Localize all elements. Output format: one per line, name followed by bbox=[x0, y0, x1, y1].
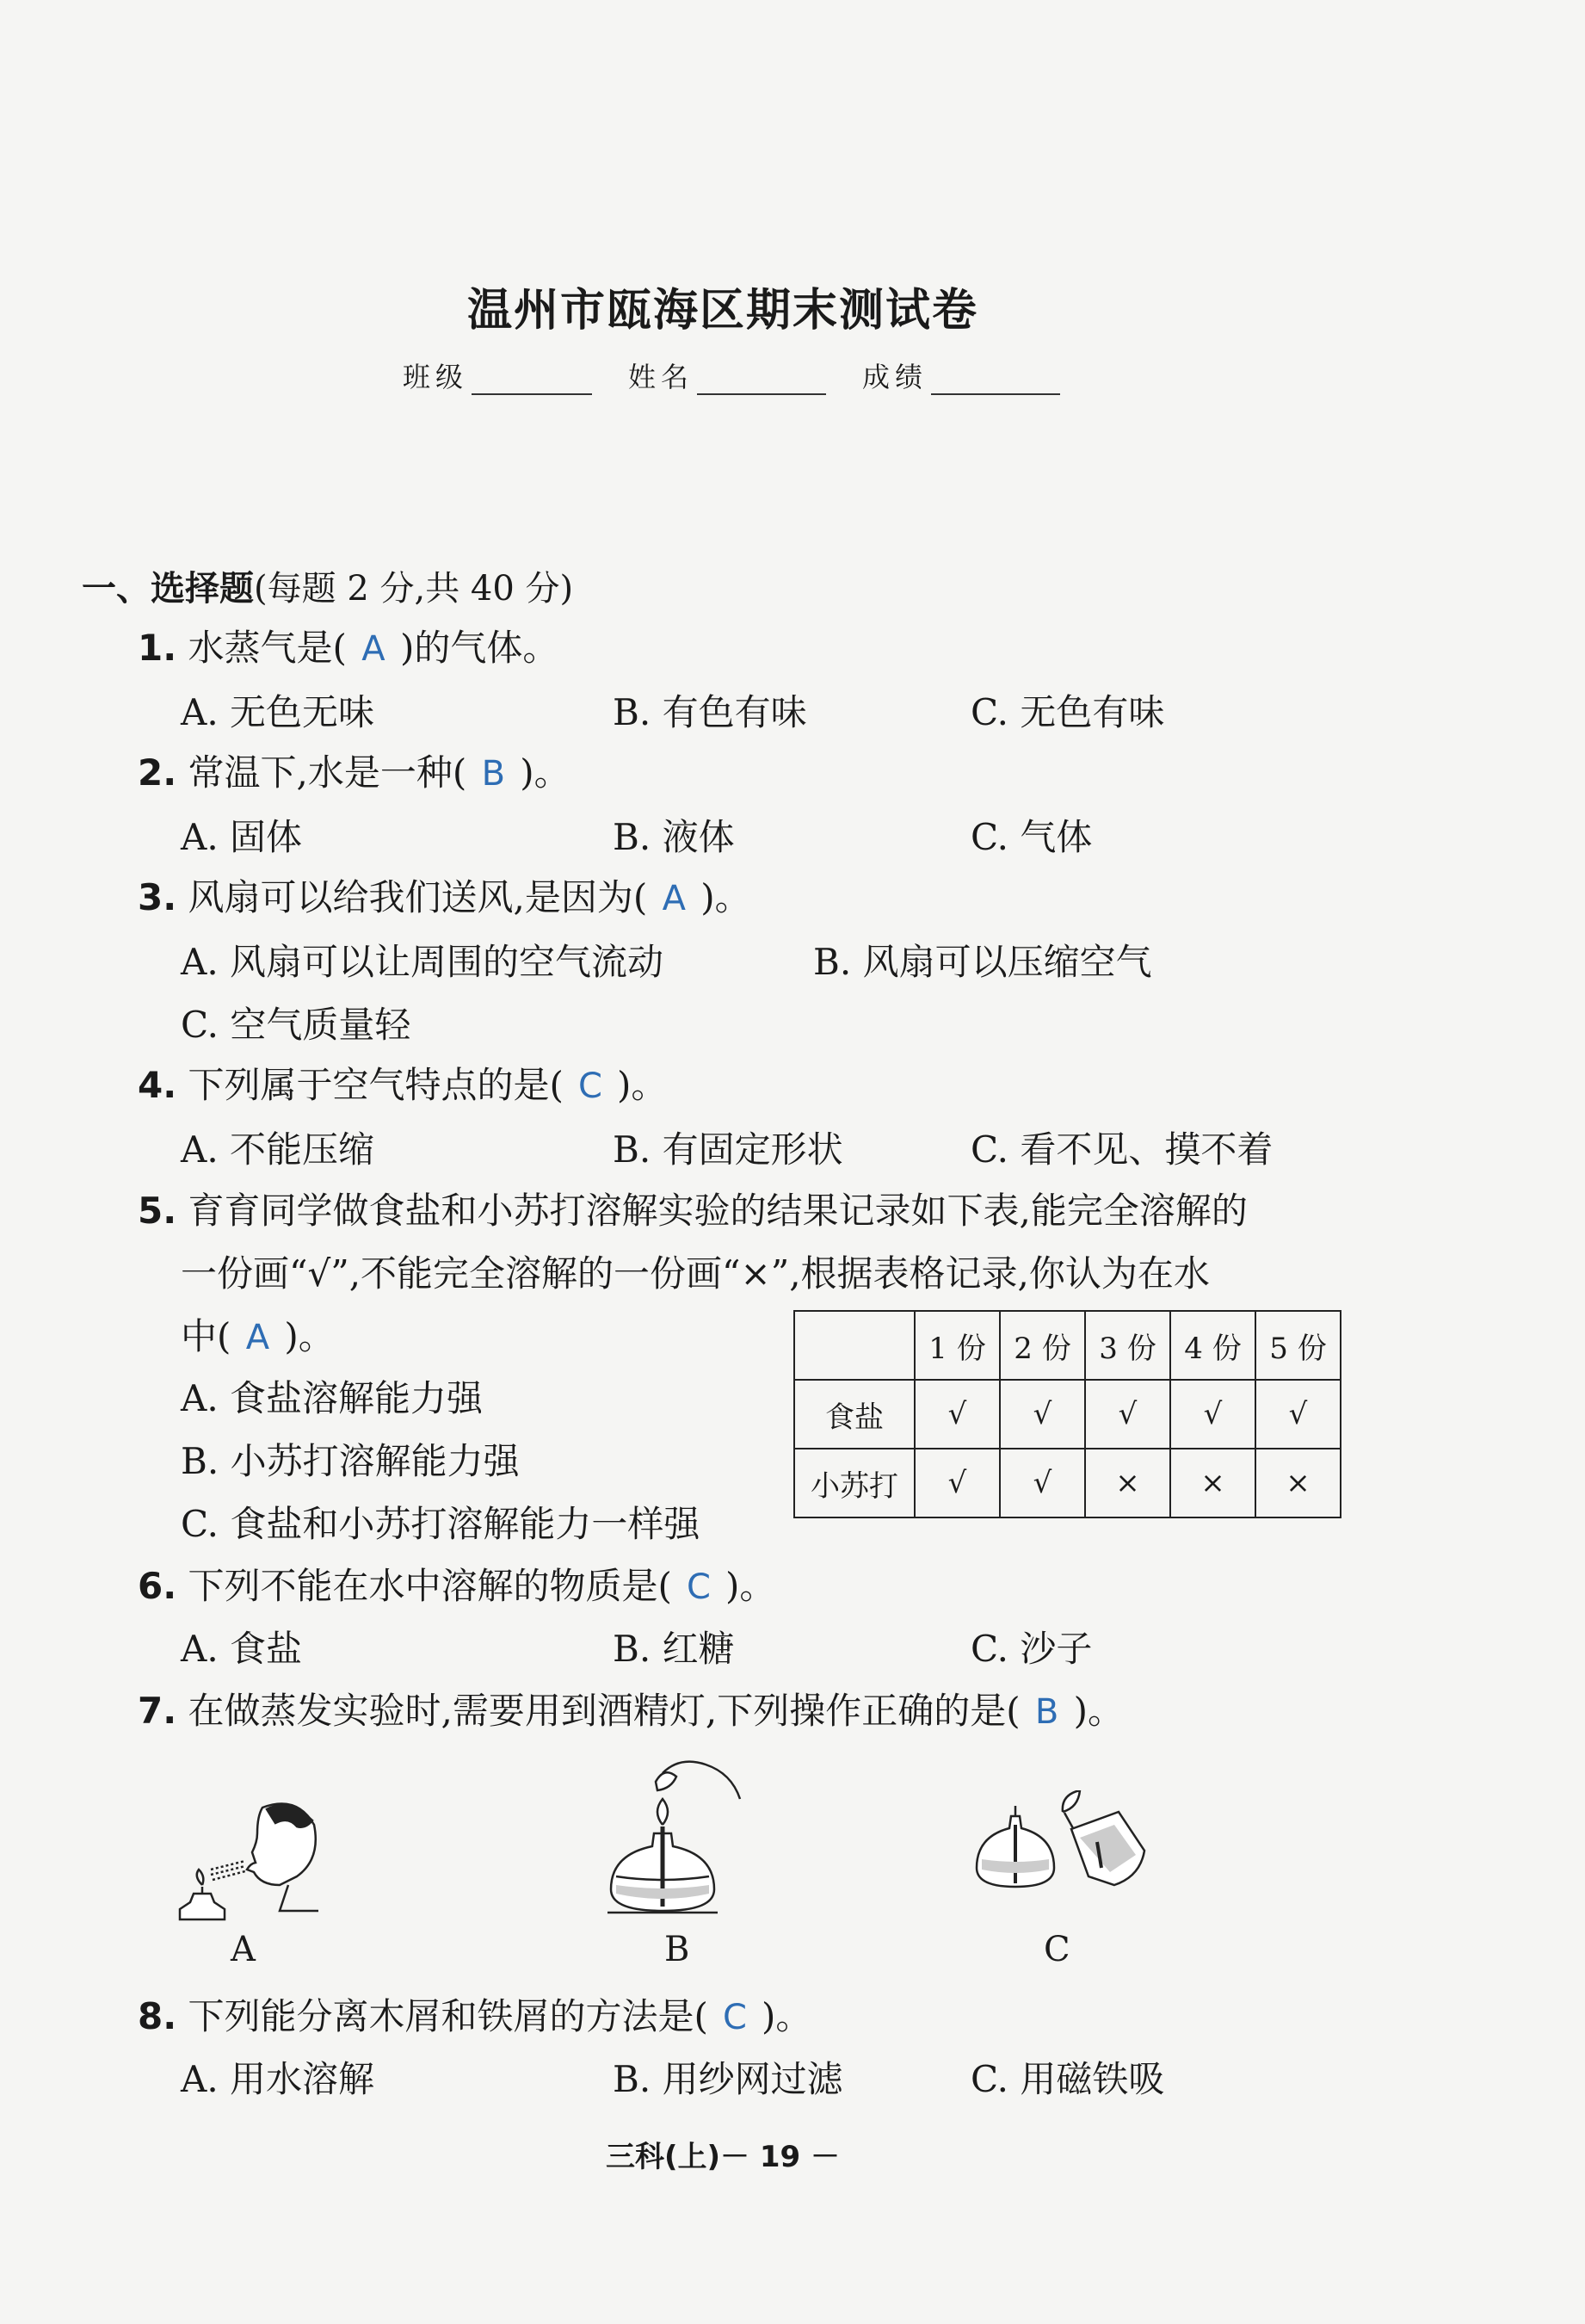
option-a: A. 食盐 bbox=[181, 1628, 303, 1670]
question-text-end: )。 bbox=[761, 1995, 812, 2037]
alcohol-lamp-lighting-from-lamp-figure bbox=[968, 1790, 1157, 1928]
question-text: 下列不能在水中溶解的物质是( bbox=[188, 1565, 672, 1607]
question-text: 风扇可以给我们送风,是因为( bbox=[188, 876, 648, 918]
table-header-cell: 3 份 bbox=[1085, 1311, 1170, 1380]
question-number: 8. bbox=[138, 1995, 177, 2037]
row-label: 小苏打 bbox=[794, 1449, 915, 1517]
table-header-row bbox=[794, 1311, 1341, 1380]
option-b: B. 液体 bbox=[613, 816, 735, 858]
figure-label-b: B bbox=[664, 1930, 690, 1969]
row-label: 食盐 bbox=[794, 1380, 915, 1449]
option-c: C. 空气质量轻 bbox=[181, 1004, 411, 1046]
question-text-end: )。 bbox=[1073, 1690, 1125, 1732]
question-text: 在做蒸发实验时,需要用到酒精灯,下列操作正确的是( bbox=[188, 1690, 1021, 1732]
option-b: B. 有固定形状 bbox=[613, 1128, 843, 1171]
table-header-cell: 1 份 bbox=[915, 1311, 1000, 1380]
question-number: 4. bbox=[138, 1064, 177, 1106]
option-a: A. 风扇可以让周围的空气流动 bbox=[181, 941, 664, 983]
question-number: 2. bbox=[138, 751, 177, 794]
question-text: 水蒸气是( bbox=[188, 627, 347, 669]
table-cell: √ bbox=[915, 1449, 1000, 1517]
option-c: C. 食盐和小苏打溶解能力一样强 bbox=[181, 1503, 700, 1545]
question-text-end: )的气体。 bbox=[399, 627, 559, 669]
option-b: B. 风扇可以压缩空气 bbox=[813, 941, 1152, 983]
answer-mark: B bbox=[1034, 1692, 1059, 1732]
question-4 bbox=[138, 1057, 667, 1109]
question-3 bbox=[138, 869, 751, 921]
page-title: 温州市瓯海区期末测试卷 bbox=[466, 285, 978, 337]
question-number: 6. bbox=[138, 1565, 177, 1607]
question-number: 1. bbox=[138, 627, 177, 669]
score-label: 成绩 bbox=[862, 361, 928, 393]
class-field bbox=[403, 355, 592, 395]
name-label: 姓名 bbox=[628, 361, 694, 393]
page-footer: 三科(上)－ 19 － bbox=[605, 2140, 841, 2174]
table-row bbox=[794, 1380, 1341, 1449]
figure-label-a: A bbox=[231, 1930, 256, 1969]
question-number: 5. bbox=[138, 1190, 177, 1232]
option-a: A. 食盐溶解能力强 bbox=[181, 1377, 484, 1419]
option-a: A. 不能压缩 bbox=[181, 1128, 375, 1171]
question-5-line-2: 一份画“√”,不能完全溶解的一份画“×”,根据表格记录,你认为在水 bbox=[181, 1252, 1210, 1295]
question-1 bbox=[138, 620, 558, 671]
figure-label-c: C bbox=[1044, 1930, 1070, 1969]
table-cell: √ bbox=[915, 1380, 1000, 1449]
question-text: 常温下,水是一种( bbox=[188, 751, 467, 794]
option-a: A. 用水溶解 bbox=[181, 2058, 375, 2100]
table-cell: √ bbox=[1170, 1380, 1255, 1449]
table-cell: √ bbox=[1000, 1449, 1085, 1517]
option-a: A. 固体 bbox=[181, 816, 303, 858]
option-b: B. 红糖 bbox=[613, 1628, 735, 1670]
table-corner-cell bbox=[794, 1311, 915, 1380]
name-blank bbox=[697, 362, 826, 395]
table-cell: √ bbox=[1085, 1380, 1170, 1449]
question-text-end: )。 bbox=[616, 1064, 668, 1106]
answer-mark: C bbox=[686, 1567, 711, 1607]
answer-mark: A bbox=[361, 629, 385, 669]
table-header-cell: 5 份 bbox=[1255, 1311, 1341, 1380]
question-number: 3. bbox=[138, 876, 177, 918]
option-a: A. 无色无味 bbox=[181, 691, 375, 733]
question-number: 7. bbox=[138, 1690, 177, 1732]
question-text-end: )。 bbox=[284, 1315, 335, 1357]
table-cell: × bbox=[1255, 1449, 1341, 1517]
question-2 bbox=[138, 745, 570, 796]
option-c: C. 看不见、摸不着 bbox=[971, 1128, 1274, 1171]
question-text: 中( bbox=[181, 1315, 231, 1357]
question-8 bbox=[138, 1988, 811, 2040]
option-b: B. 有色有味 bbox=[613, 691, 807, 733]
option-b: B. 小苏打溶解能力强 bbox=[181, 1440, 520, 1482]
table-cell: √ bbox=[1000, 1380, 1085, 1449]
answer-mark: C bbox=[577, 1066, 602, 1106]
option-c: C. 用磁铁吸 bbox=[971, 2058, 1165, 2100]
question-text: 下列属于空气特点的是( bbox=[188, 1064, 564, 1106]
answer-mark: A bbox=[662, 879, 686, 918]
answer-mark: B bbox=[481, 754, 506, 794]
score-field bbox=[862, 355, 1060, 395]
question-5-line-3 bbox=[181, 1308, 335, 1360]
answer-mark: A bbox=[245, 1318, 270, 1357]
question-text: 育育同学做食盐和小苏打溶解实验的结果记录如下表,能完全溶解的 bbox=[188, 1190, 1248, 1232]
alcohol-lamp-blowing-figure bbox=[168, 1790, 323, 1928]
option-b: B. 用纱网过滤 bbox=[613, 2058, 843, 2100]
table-cell: × bbox=[1170, 1449, 1255, 1517]
class-label: 班级 bbox=[403, 361, 469, 393]
dissolve-record-table bbox=[793, 1310, 1341, 1518]
table-header-cell: 4 份 bbox=[1170, 1311, 1255, 1380]
question-text-end: )。 bbox=[725, 1565, 776, 1607]
table-cell: √ bbox=[1255, 1380, 1341, 1449]
option-c: C. 无色有味 bbox=[971, 691, 1165, 733]
section-note: (每题 2 分,共 40 分) bbox=[254, 569, 574, 609]
score-blank bbox=[931, 362, 1060, 395]
student-info-line bbox=[403, 355, 1060, 395]
question-6 bbox=[138, 1558, 775, 1610]
question-7 bbox=[138, 1683, 1124, 1734]
option-c: C. 气体 bbox=[971, 816, 1093, 858]
question-5 bbox=[138, 1183, 1248, 1234]
section-heading bbox=[82, 561, 573, 610]
alcohol-lamp-capping-figure bbox=[602, 1747, 749, 1928]
question-text: 下列能分离木屑和铁屑的方法是( bbox=[188, 1995, 708, 2037]
question-text-end: )。 bbox=[520, 751, 570, 794]
table-cell: × bbox=[1085, 1449, 1170, 1517]
class-blank bbox=[472, 362, 592, 395]
table-row bbox=[794, 1449, 1341, 1517]
option-c: C. 沙子 bbox=[971, 1628, 1093, 1670]
question-text-end: )。 bbox=[700, 876, 751, 918]
answer-mark: C bbox=[722, 1998, 747, 2037]
table-header-cell: 2 份 bbox=[1000, 1311, 1085, 1380]
name-field bbox=[628, 355, 826, 395]
section-title: 一、选择题 bbox=[82, 569, 254, 609]
